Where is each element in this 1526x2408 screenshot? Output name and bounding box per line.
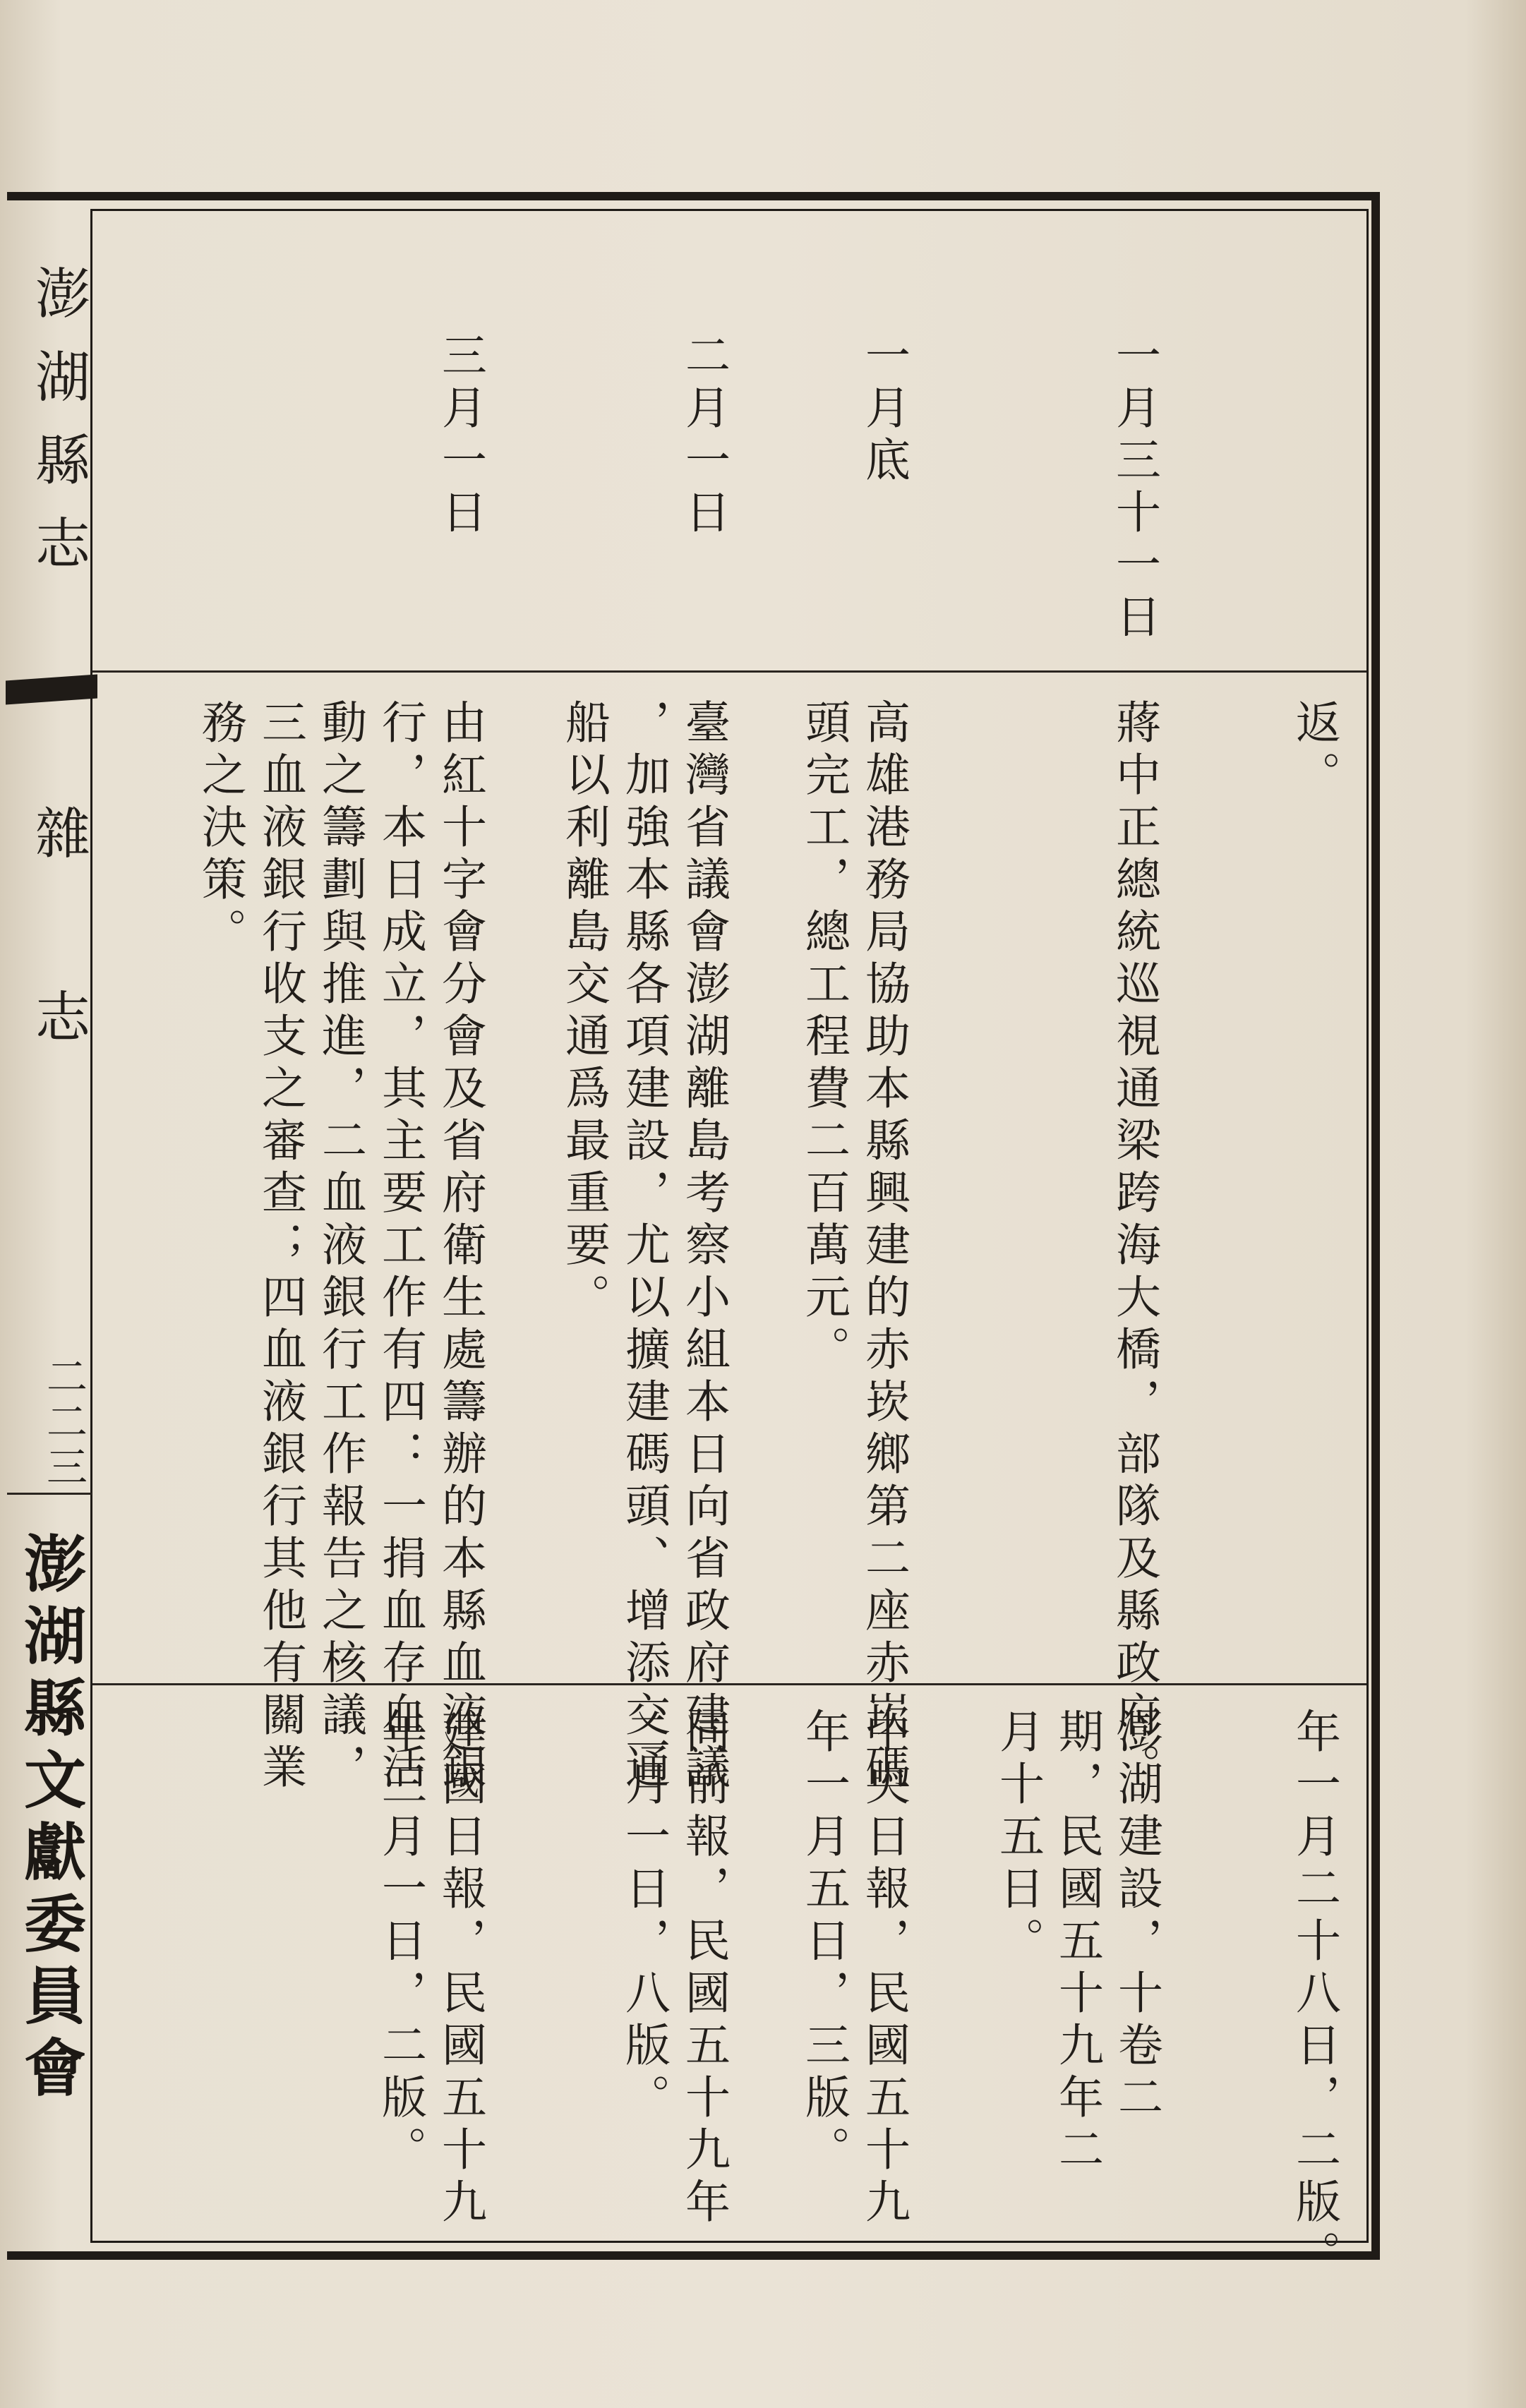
- entry-event-line: 船以利離島交通爲最重要。: [558, 699, 610, 1325]
- divider-date-row: [92, 670, 1366, 673]
- entry-event-line: 務之決策。: [194, 699, 246, 960]
- entry-event: 蔣中正總統巡視通梁跨海大橋，部隊及縣政府。: [1108, 699, 1160, 1795]
- entry-event-line: 由紅十字會分會及省府衛生處籌辦的本縣血液銀: [434, 699, 486, 1795]
- entry-event-line: 臺灣省議會澎湖離島考察小組本日向省政府建議: [678, 699, 730, 1795]
- page-number: 二二三: [40, 1355, 88, 1491]
- entry-source-line: 中央日報，民國五十九: [858, 1708, 910, 2230]
- section-label-1: 雜: [26, 805, 90, 888]
- entry-source-line: 年一月五日，三版。: [798, 1708, 850, 2178]
- entry-event-line: 頭完工，總工程費二百萬元。: [798, 699, 850, 1378]
- entry-event-line: 三血液銀行收支之審查；四血液銀行其他有關業: [254, 699, 306, 1795]
- entry-date: 二月一日: [678, 332, 730, 541]
- entry-event-line: 動之籌劃與推進，二血液銀行工作報告之核議，: [314, 699, 366, 1795]
- entry-event-line: ，加強本縣各項建設，尤以擴建碼頭、增添交通: [618, 699, 670, 1795]
- entry-source-line: 建國日報，民國五十九: [434, 1708, 486, 2230]
- book-title: 澎湖縣志: [26, 265, 90, 598]
- prev-source-tail: 年一月二十八日，二版。: [1288, 1708, 1340, 2282]
- entry-source: 澎湖建設，十卷二期，民國五十九年二月十五日。: [992, 1708, 1162, 2178]
- entry-date: 一月三十一日: [1108, 332, 1160, 645]
- publisher: 澎湖縣文獻委員會: [14, 1531, 88, 2107]
- spine-divider: [7, 1493, 92, 1495]
- section-label-2: 志: [26, 988, 90, 1071]
- entry-date: 一月底: [858, 332, 910, 488]
- entry-event-line: 行，本日成立，其主要工作有四：一捐血存血活: [374, 699, 426, 1795]
- entry-date: 三月一日: [434, 332, 486, 541]
- entry-event-line: 高雄港務局協助本縣興建的赤崁鄉第二座赤崁碼: [858, 699, 910, 1795]
- entry-source-line: 年三月一日，二版。: [374, 1708, 426, 2178]
- entry-source-line: 同前報，民國五十九年: [678, 1708, 730, 2230]
- prev-event-tail: 返。: [1288, 699, 1340, 803]
- entry-source-line: 二月一日，八版。: [618, 1708, 670, 2126]
